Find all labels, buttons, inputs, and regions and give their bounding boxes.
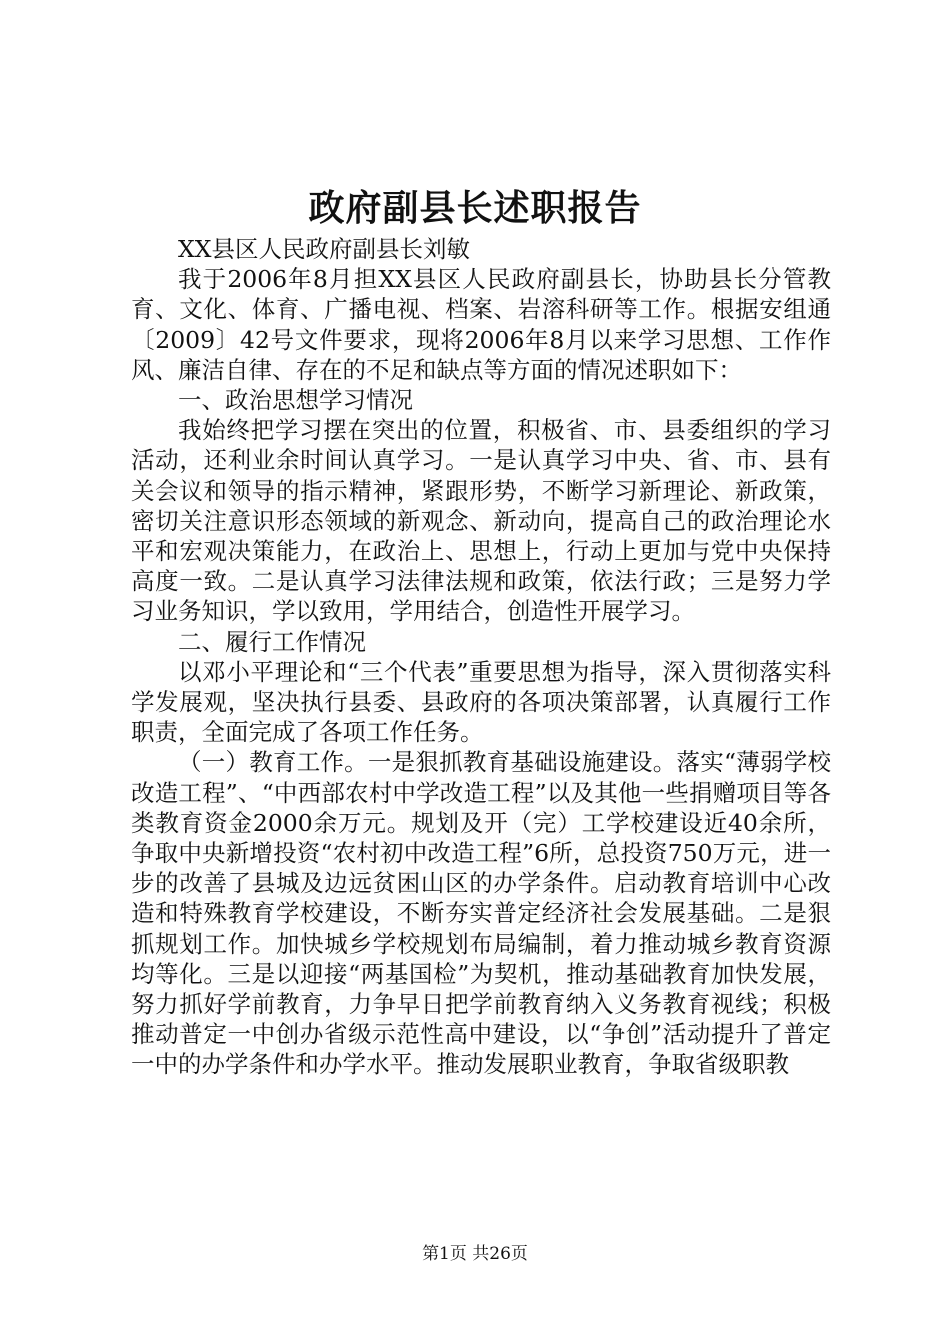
work-intro-paragraph: 以邓小平理论和“三个代表”重要思想为指导，深入贯彻落实科学发展观，坚决执行县委、县政府的各项决策部署，认真履行工作职责，全面完成了各项工作任务。 (131, 657, 831, 747)
education-paragraph: （一）教育工作。一是狠抓教育基础设施建设。落实“薄弱学校改造工程”、“中西部农村中学改造工程”以及其他一些捐赠项目等各类教育资金2000余万元。规划及开（完）工学校建设近40余所，争取中央新增投资“农村初中改造工程”6所，总投资750万元，进一步的改善了县城及边远贫困山区的办学条件。启动教育培训中心改造和特殊教育学校建设，不断夯实普定经济社会发展基础。二是狠抓规划工作。加快城乡学校规划布局编制，着力推动城乡教育资源均等化。三是以迎接“两基国检”为契机，推动基础教育加快发展，努力抓好学前教育，力争早日把学前教育纳入义务教育视线；积极推动普定一中创办省级示范性高中建设，以“争创”活动提升了普定一中的办学条件和办学水平。推动发展职业教育，争取省级职教 (131, 748, 831, 1079)
section-heading-2: 二、履行工作情况 (178, 627, 366, 656)
study-paragraph: 我始终把学习摆在突出的位置，积极省、市、县委组织的学习活动，还利业余时间认真学习。一是认真学习中央、省、市、县有关会议和领导的指示精神，紧跟形势，不断学习新理论、新政策，密切关注意识形态领域的新观念、新动向，提高自己的政治理论水平和宏观决策能力，在政治上、思想上，行动上更加与党中央保持高度一致。二是认真学习法律法规和政策，依法行政；三是努力学习业务知识，学以致用，学用结合，创造性开展学习。 (131, 416, 831, 626)
author-line: XX县区人民政府副县长刘敏 (178, 235, 470, 263)
document-title: 政府副县长述职报告 (308, 187, 642, 229)
intro-paragraph: 我于2006年8月担XX县区人民政府副县长，协助县长分管教育、文化、体育、广播电视、档案、岩溶科研等工作。根据安组通〔2009〕42号文件要求，现将2006年8月以来学习思想、工作作风、廉洁自律、存在的不足和缺点等方面的情况述职如下： (131, 265, 831, 384)
section-heading-1: 一、政治思想学习情况 (178, 386, 413, 415)
document-body (131, 234, 831, 1080)
page-number-footer: 第1页 共26页 (422, 1244, 528, 1264)
